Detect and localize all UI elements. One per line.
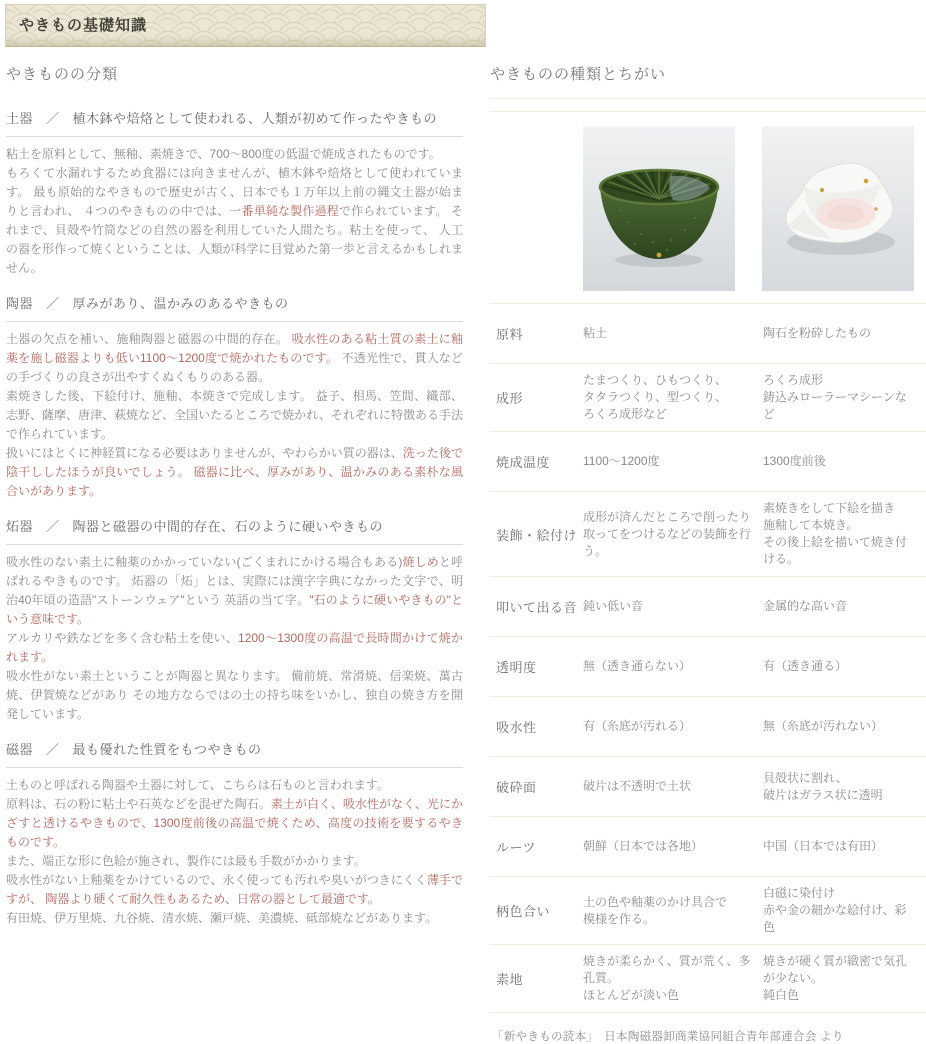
body-text: 原料は、石の粉に粘土や石英などを混ぜた陶石。: [6, 797, 271, 811]
table-row-素地: [490, 944, 926, 1013]
body-text: もろくて水漏れするため食器には向きませんが、植木鉢や焙烙として使われています。 最も原始的なやきもので歴史が古く、日本でも１万年以上前の縄文土器が始まりと言われ、 ４つのやきものの中では、: [6, 166, 463, 218]
section-body: [6, 776, 463, 928]
green-oribe-bowl-photo: [583, 126, 735, 291]
classification-column: [6, 63, 463, 928]
pottery-cell: [583, 718, 763, 735]
porcelain-cell: [763, 598, 926, 615]
section-rule: [6, 544, 463, 545]
section-term: 土器: [6, 111, 34, 126]
highlighted-text: 焼しめ: [402, 555, 439, 569]
section-term: 磁器: [6, 742, 34, 757]
table-row-叩いて出る音: [490, 576, 926, 636]
cell-line: 土の色や釉薬のかけ具合で: [583, 894, 728, 909]
cell-line: 焼きが柔らかく、質が荒く、多孔質。: [583, 954, 751, 985]
porcelain-cell: [763, 372, 926, 423]
pottery-cell: [583, 598, 763, 615]
pottery-cell: [583, 778, 763, 795]
slash-separator: ／: [46, 519, 60, 534]
row-label: 破砕面: [496, 780, 537, 795]
cell-line: 破片はガラス状に透明: [763, 787, 883, 802]
porcelain-cell: [763, 953, 926, 1004]
section-heading: [6, 293, 463, 312]
cell-line: 成形が済んだところで削ったり: [583, 509, 751, 524]
body-text: 吸水性がない上釉薬をかけているので、永く使っても汚れや臭いがつきにくく: [6, 873, 427, 887]
table-row-透明度: [490, 636, 926, 696]
row-label: ルーツ: [496, 840, 536, 855]
classification-section-磁器: [6, 739, 463, 928]
body-text: 吸水性がない素土ということが陶器と異なります。 備前焼、常滑焼、信楽焼、萬古焼、伊賀焼などがあり その地方ならではの土の持ち味をいかし、独自の焼き方を開発しています。: [6, 669, 463, 721]
classification-section-土器: [6, 108, 463, 278]
section-term: 陶器: [6, 296, 34, 311]
body-text: 有田焼、伊万里焼、九谷焼、清水焼、瀬戸焼、美濃焼、砥部焼などがあります。: [6, 911, 438, 925]
body-text: 扱いにはとくに神経質になる必要はありませんが、やわらかい質の器は、: [6, 446, 403, 460]
porcelain-cell: [763, 885, 926, 936]
cell-line: 模様を作る。: [583, 911, 656, 926]
cell-line: 破片は不透明で土状: [583, 779, 692, 793]
row-label: 透明度: [496, 660, 537, 675]
highlighted-text: 洗った後で陰干ししたほうが良いでしょう。 磁器に比べ、厚みがあり、温かみのある素朴な風合いがあります。: [6, 446, 463, 498]
porcelain-cell: [763, 770, 926, 804]
porcelain-cell: [763, 325, 926, 342]
section-subtitle: 陶器と磁器の中間的存在、石のように硬いやきもの: [72, 519, 384, 534]
section-subtitle: 最も優れた性質をもつやきもの: [72, 742, 262, 757]
page-title: やきもの基礎知識: [19, 17, 148, 34]
row-label: 原料: [496, 327, 524, 342]
body-text: で作られています。 それまで、貝殻や竹筒などの自然の器を利用していた人間たち。粘土を使って、 人工の器を形作って焼くということは、人類が科学に目覚めた第一歩と言えるかもしれません。: [6, 204, 464, 275]
page-header-banner: [5, 4, 486, 47]
cell-line: 白磁に染付け: [763, 886, 836, 900]
divider-rule: [490, 98, 926, 99]
body-text: と呼ばれるやきものです。 炻器の「炻」とは、実際には漢字字典になかった文字で、明治40年頃の造語"ストーンウェア"という 英語の当て字。: [6, 555, 463, 607]
porcelain-cell: [763, 453, 926, 470]
pottery-cell: [583, 372, 763, 423]
table-row-原料: [490, 303, 926, 363]
divider-rule: [490, 111, 926, 112]
body-text: また、端正な形に色絵が施され、製作には最も手数がかかります。: [6, 854, 366, 868]
row-label: 素地: [496, 972, 524, 987]
row-label: 叩いて出る音: [496, 600, 578, 615]
row-label: 成形: [496, 391, 524, 406]
cell-line: 無（糸底が汚れない）: [763, 719, 884, 733]
cell-line: 粘土: [583, 326, 608, 340]
section-subtitle: 厚みがあり、温かみのあるやきもの: [72, 296, 289, 311]
body-text: 土ものと呼ばれる陶器や土器に対して、こちらは石ものと言われます。: [6, 778, 389, 792]
classification-section-炻器: [6, 516, 463, 724]
pottery-photos: [583, 126, 926, 291]
cell-line: タタラつくり、型つくり、: [583, 390, 728, 404]
pottery-cell: [583, 453, 763, 470]
cell-line: ろくろ成形など: [583, 407, 668, 421]
cell-line: 金属的な高い音: [763, 599, 848, 613]
right-column-title: やきものの種類とちがい: [490, 66, 667, 83]
cell-line: 取ってをつけるなどの装飾を行う。: [583, 526, 752, 558]
pottery-cell: [583, 325, 763, 342]
cell-line: 焼きが硬く質が緻密で気孔が少ない。: [763, 954, 908, 985]
body-text: 土器の欠点を補い、施釉陶器と磁器の中間的存在。: [6, 332, 292, 346]
porcelain-cell: [763, 500, 926, 568]
cell-line: 鈍い低い音: [583, 599, 644, 613]
section-heading: [6, 108, 463, 127]
section-rule: [6, 136, 463, 137]
slash-separator: ／: [46, 111, 60, 126]
highlighted-text: 1200～1300度の高温で長時間かけて焼かれます。: [6, 631, 463, 664]
cell-line: ろくろ成形: [763, 373, 824, 387]
section-rule: [6, 321, 463, 322]
comparison-column: [490, 63, 926, 1044]
porcelain-cell: [763, 838, 926, 855]
classification-sections: [6, 108, 463, 928]
pottery-cell: [583, 509, 763, 560]
table-row-柄色合い: [490, 876, 926, 944]
highlighted-text: 吸水性のある粘土質の素土に釉薬を施し磁器よりも低い1100～1200度で焼かれたものです。: [6, 332, 463, 365]
row-label: 吸水性: [496, 720, 537, 735]
section-rule: [6, 767, 463, 768]
highlighted-text: 一番単純な製作過程: [229, 204, 339, 218]
cell-line: 鋳込みローラーマシーンなど: [763, 390, 907, 421]
section-subtitle: 植木鉢や焙烙として使われる、人類が初めて作ったやきもの: [72, 111, 438, 126]
section-body: [6, 330, 463, 501]
porcelain-cell: [763, 658, 926, 675]
cell-line: 施釉して本焼き。: [763, 518, 859, 532]
porcelain-cell: [763, 718, 926, 735]
white-porcelain-dish-photo: [762, 126, 914, 291]
slash-separator: ／: [46, 296, 60, 311]
cell-line: 無（透き通らない）: [583, 659, 692, 673]
pottery-cell: [583, 658, 763, 675]
cell-line: 素焼きをして下絵を描き: [763, 501, 896, 515]
table-row-吸水性: [490, 696, 926, 756]
cell-line: 1300度前後: [763, 454, 826, 468]
left-column-title: やきものの分類: [6, 66, 119, 83]
table-row-破砕面: [490, 756, 926, 816]
cell-line: 朝鮮（日本では各地）: [583, 839, 704, 853]
body-text: 素焼きした後、下絵付け、施釉、本焼きで完成します。 益子、相馬、笠間、織部、志野、薩摩、唐津、萩焼など、全国いたるところで焼かれ、それぞれに特徴ある手法で作られています。: [6, 389, 463, 441]
table-row-ルーツ: [490, 816, 926, 876]
section-body: [6, 145, 463, 278]
highlighted-text: "石のように硬いやきもの"という意味です。: [6, 593, 464, 626]
table-row-装飾・絵付け: [490, 491, 926, 576]
table-row-成形: [490, 363, 926, 431]
body-text: 吸水性のない素土に釉薬のかかっていない(ごくまれにかける場合もある): [6, 555, 403, 569]
row-label: 柄色合い: [496, 904, 551, 919]
row-label: 焼成温度: [496, 455, 551, 470]
body-text: 不透光性で、貫入などの手づくりの良さが出やすくぬくもりのある器。: [6, 351, 463, 384]
cell-line: 赤や金の細かな絵付け、彩色: [763, 903, 907, 934]
highlighted-text: 薄手ですが、 陶器より硬くて耐久性もあるため、日常の器として最適です。: [6, 873, 463, 906]
cell-line: 有（透き通る）: [763, 659, 848, 673]
table-row-焼成温度: [490, 431, 926, 491]
cell-line: たまつくり、ひもつくり、: [583, 373, 728, 387]
section-heading: [6, 739, 463, 758]
slash-separator: ／: [46, 742, 60, 757]
section-heading: [6, 516, 463, 535]
cell-line: 純白色: [763, 988, 800, 1002]
cell-line: その後上絵を描いて焼き付ける。: [763, 535, 908, 566]
source-citation: 「新やきもの読本」 日本陶磁器卸商業協同組合青年部連合会 より: [492, 1031, 844, 1043]
body-text: 粘土を原料として、無釉、素焼きで、700～800度の低温で焼成されたものです。: [6, 147, 441, 161]
classification-section-陶器: [6, 293, 463, 501]
section-term: 炻器: [6, 519, 34, 534]
body-text: アルカリや鉄などを多く含む粘土を使い、: [6, 631, 239, 645]
cell-line: 中国（日本では有田）: [763, 839, 884, 853]
row-label: 装飾・絵付け: [496, 527, 578, 543]
cell-line: 有（糸底が汚れる）: [583, 719, 692, 733]
cell-line: ほとんどが淡い色: [583, 988, 680, 1002]
section-body: [6, 553, 463, 724]
cell-line: 1100～1200度: [583, 454, 660, 468]
cell-line: 陶石を粉砕したもの: [763, 326, 872, 340]
comparison-table: [490, 303, 926, 1013]
pottery-cell: [583, 838, 763, 855]
pottery-cell: [583, 953, 763, 1004]
pottery-cell: [583, 894, 763, 928]
highlighted-text: 素土が白く、吸水性がなく、光にかざすと透けるやきもので、1300度前後の高温で焼くため、高度の技術を要するやきものです。: [6, 797, 463, 849]
cell-line: 貝殻状に割れ、: [763, 770, 848, 785]
